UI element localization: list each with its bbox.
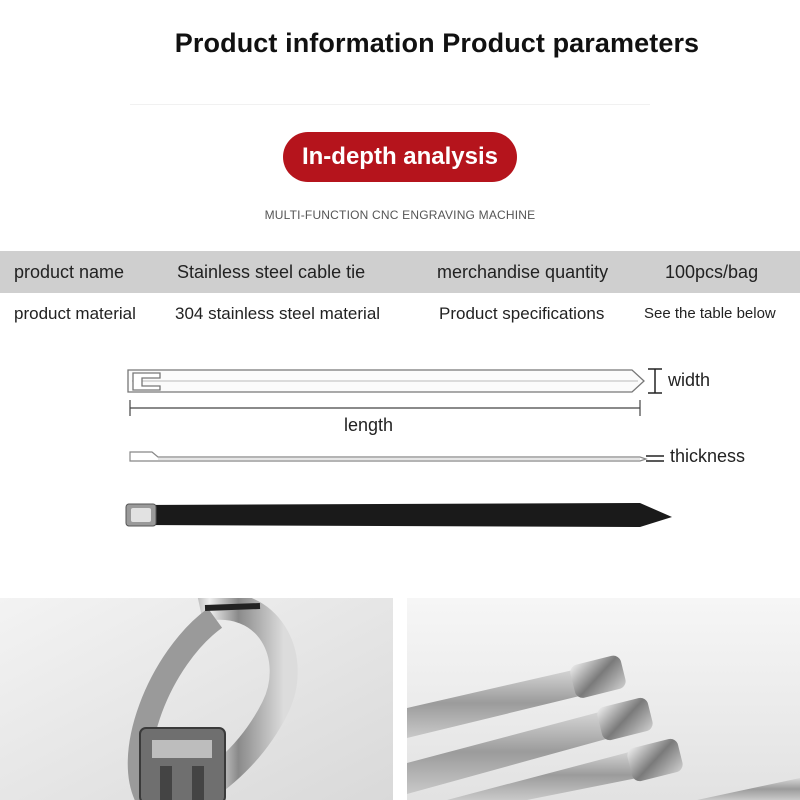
tie-coated-black	[126, 503, 672, 527]
spec-label-material: product material	[14, 304, 136, 323]
spec-value-quantity: 100pcs/bag	[665, 262, 759, 282]
spec-label-quantity: merchandise quantity	[437, 262, 609, 282]
length-label: length	[344, 415, 394, 435]
width-marker	[648, 369, 662, 393]
cable-ties-row-photo	[407, 598, 800, 800]
cable-tie-loop-photo	[0, 598, 393, 800]
spec-row-2	[0, 293, 800, 335]
width-label: width	[668, 370, 711, 390]
cable-tie-diagram	[0, 345, 800, 545]
tie-outline-top	[128, 370, 644, 392]
spec-row-1	[0, 251, 800, 293]
tie-side-profile	[130, 452, 646, 461]
spec-label-specifications: Product specifications	[439, 304, 605, 323]
section-badge: In-depth analysis	[283, 132, 517, 182]
thickness-label: thickness	[670, 446, 746, 466]
spec-label-product-name: product name	[14, 262, 125, 282]
spec-value-material: 304 stainless steel material	[175, 304, 381, 323]
section-subtitle: MULTI-FUNCTION CNC ENGRAVING MACHINE	[264, 208, 536, 222]
spec-value-product-name: Stainless steel cable tie	[177, 262, 366, 282]
spec-value-specifications: See the table below	[644, 305, 776, 322]
length-marker	[130, 400, 640, 416]
thickness-marker	[646, 456, 664, 461]
page-title: Product information Product parameters	[174, 28, 700, 58]
divider	[130, 104, 650, 105]
